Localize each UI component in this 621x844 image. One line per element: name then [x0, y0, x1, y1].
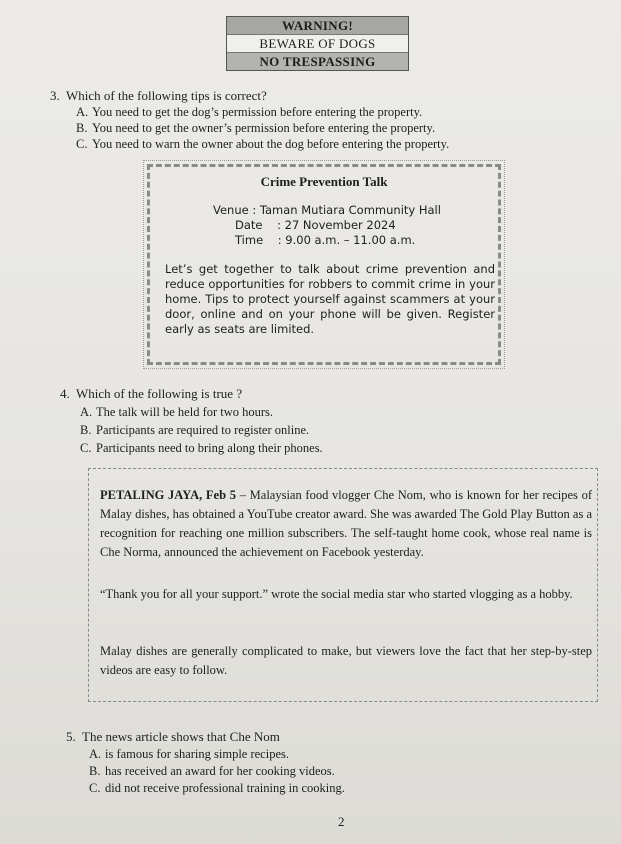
- news-article: [88, 468, 598, 702]
- question-number: 4.: [60, 386, 70, 401]
- news-paragraph-2: “Thank you for all your support.” wrote the social media star who started vlogging as a hobby.: [100, 587, 573, 601]
- option-letter: B.: [80, 423, 92, 437]
- option-letter: A.: [80, 405, 93, 419]
- question-3: [50, 88, 267, 104]
- poster-time: Time : 9.00 a.m. – 11.00 a.m.: [235, 233, 416, 247]
- poster-description: Let’s get together to talk about crime prevention and reduce opportunities for robbers to commit crime in your home. Tips to protect yourself against scammers at your door, online and on your phone will be given. Register early as seats are limited.: [165, 262, 495, 336]
- option-letter: C.: [80, 441, 92, 455]
- option-letter: C.: [89, 781, 101, 795]
- option-letter: A.: [89, 747, 102, 761]
- warning-line-3: NO TRESPASSING: [227, 52, 408, 70]
- option-text: You need to warn the owner about the dog before entering the property.: [92, 137, 450, 151]
- poster-title: Crime Prevention Talk: [260, 174, 388, 189]
- warning-line-1: WARNING!: [227, 17, 408, 34]
- option-letter: A.: [76, 105, 89, 119]
- q4-option-a: [80, 404, 273, 420]
- option-letter: C.: [76, 137, 88, 151]
- question-text: Which of the following tips is correct?: [66, 88, 267, 103]
- q5-option-c: [89, 780, 345, 796]
- q5-option-b: [89, 763, 335, 779]
- poster-venue: Venue : Taman Mutiara Community Hall: [213, 203, 441, 217]
- q3-option-c: [76, 136, 449, 152]
- question-text: Which of the following is true ?: [76, 386, 243, 401]
- option-text: is famous for sharing simple recipes.: [105, 747, 289, 761]
- option-text: You need to get the owner’s permission before entering the property.: [92, 121, 436, 135]
- question-4: [60, 386, 242, 402]
- page-number: 2: [338, 814, 345, 829]
- news-body-1: – Malaysian food vlogger Che Nom, who is known for her recipes of Malay dishes, has obtained a YouTube creator award. She was awarded The Gold Play Button as a recognition for reaching one million subscribers. The self-taught home cook, whose real name is Che Norma, announced the achievement on Facebook yesterday.: [100, 488, 592, 559]
- option-text: The talk will be held for two hours.: [96, 405, 274, 419]
- option-letter: B.: [89, 764, 101, 778]
- warning-line-2: BEWARE OF DOGS: [227, 34, 408, 52]
- q3-option-b: [76, 120, 435, 136]
- option-letter: B.: [76, 121, 88, 135]
- question-text: The news article shows that Che Nom: [82, 729, 280, 744]
- q4-option-c: [80, 440, 323, 456]
- question-number: 5.: [66, 729, 76, 744]
- option-text: did not receive professional training in cooking.: [105, 781, 345, 795]
- question-5: [66, 729, 280, 745]
- news-dateline: PETALING JAYA, Feb 5: [100, 488, 237, 502]
- option-text: You need to get the dog’s permission before entering the property.: [92, 105, 423, 119]
- option-text: has received an award for her cooking videos.: [105, 764, 335, 778]
- q3-option-a: [76, 104, 422, 120]
- q4-option-b: [80, 422, 309, 438]
- poster-date: Date : 27 November 2024: [235, 218, 396, 232]
- news-paragraph-3: Malay dishes are generally complicated to make, but viewers love the fact that her step-by-step videos are easy to follow.: [100, 644, 592, 677]
- q5-option-a: [89, 746, 289, 762]
- crime-talk-poster: [147, 164, 501, 365]
- question-number: 3.: [50, 88, 60, 103]
- warning-sign: [226, 16, 409, 71]
- option-text: Participants are required to register online.: [96, 423, 310, 437]
- option-text: Participants need to bring along their phones.: [96, 441, 323, 455]
- news-paragraph-1: [100, 486, 592, 562]
